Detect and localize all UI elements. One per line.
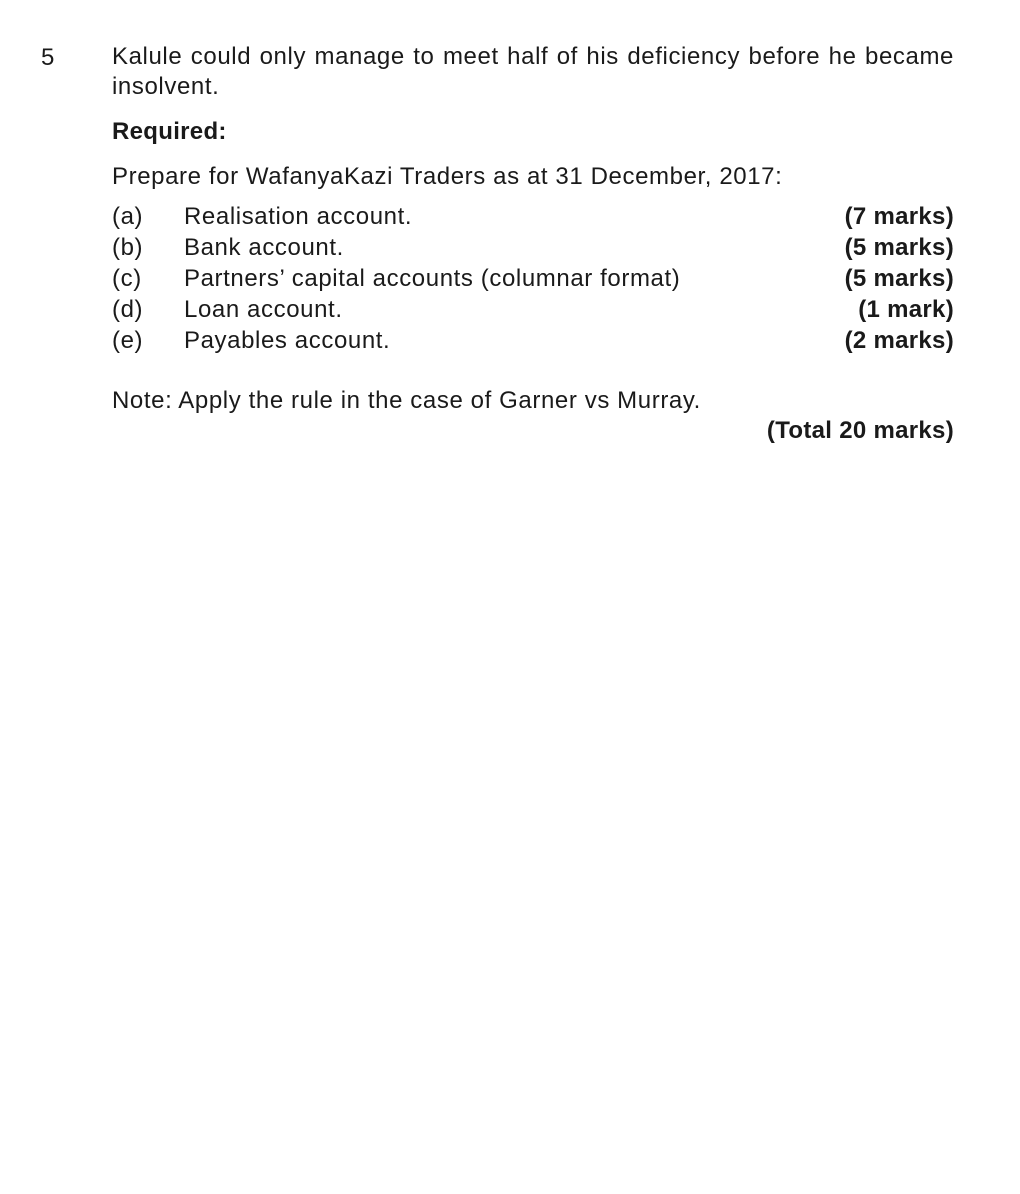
instruction-text: Prepare for WafanyaKazi Traders as at 31 December, 2017: [112,163,783,190]
item-letter: (e) [112,327,144,354]
requirement-item-a [112,202,954,233]
item-marks: (2 marks) [844,327,954,354]
question-number: 5 [41,44,55,71]
note-text: Note: Apply the rule in the case of Garner vs Murray. [112,387,701,414]
item-letter: (d) [112,296,144,323]
item-marks: (1 mark) [858,296,954,323]
item-text: Payables account. [184,327,391,354]
requirement-item-d [112,295,954,326]
item-text: Partners’ capital accounts (columnar format) [184,265,681,292]
question-paragraph: Kalule could only manage to meet half of his deficiency before he became insolvent. [112,43,954,100]
requirement-item-b [112,233,954,264]
item-marks: (5 marks) [844,234,954,261]
item-text: Loan account. [184,296,343,323]
item-marks: (7 marks) [844,203,954,230]
requirement-item-e [112,326,954,357]
item-letter: (b) [112,234,144,261]
item-letter: (c) [112,265,142,292]
item-letter: (a) [112,203,144,230]
requirement-item-c [112,264,954,295]
total-marks: (Total 20 marks) [766,417,954,444]
requirements-list [112,202,954,357]
item-text: Bank account. [184,234,344,261]
item-text: Realisation account. [184,203,413,230]
item-marks: (5 marks) [844,265,954,292]
required-heading: Required: [112,118,227,145]
